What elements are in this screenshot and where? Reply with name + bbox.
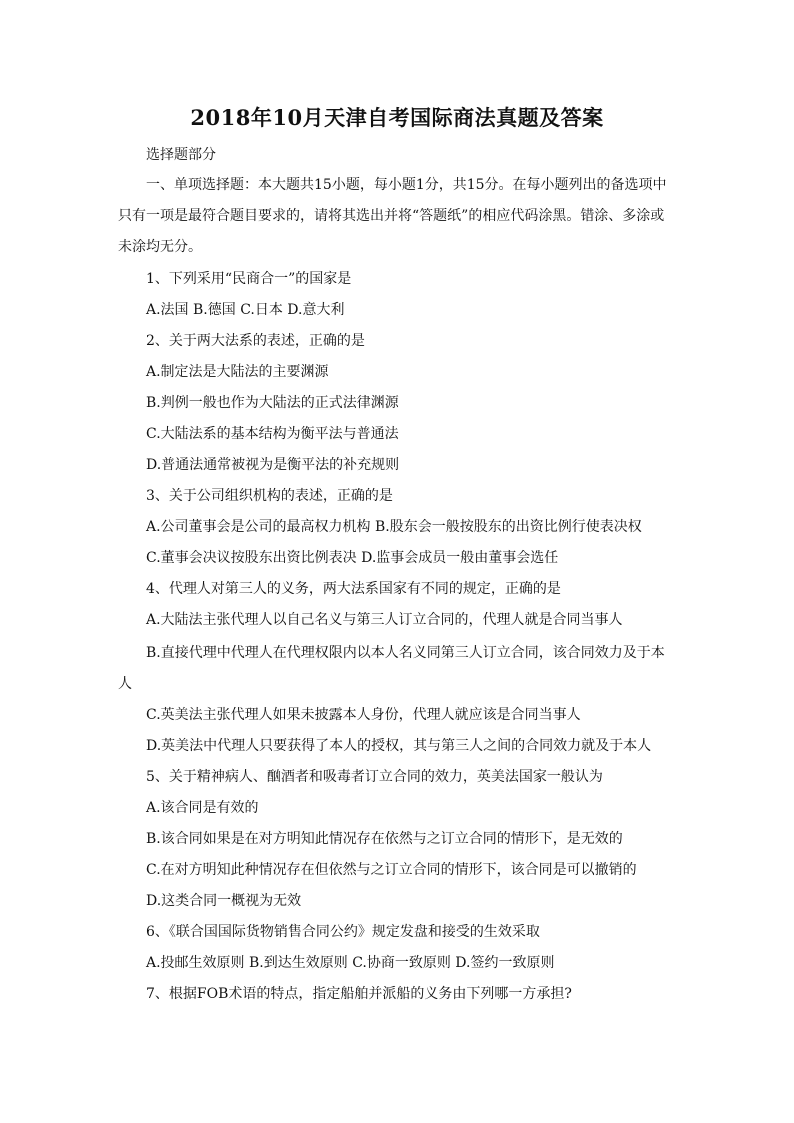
question-5-stem: 5、关于精神病人、酗酒者和吸毒者订立合同的效力，英美法国家一般认为 [146,769,603,785]
question-7-stem: 7、根据FOB术语的特点，指定船舶并派船的义务由下列哪一方承担? [146,986,572,1002]
question-4-option-b: B.直接代理中代理人在代理权限内以本人名义同第三人订立合同，该合同效力及于本 [146,645,665,661]
question-2-option-d: D.普通法通常被视为是衡平法的补充规则 [146,457,400,473]
question-3-options-ab: A.公司董事会是公司的最高权力机构 B.股东会一般按股东的出资比例行使表决权 [146,519,642,535]
question-6-options: A.投邮生效原则 B.到达生效原则 C.协商一致原则 D.签约一致原则 [146,955,555,971]
section-heading: 选择题部分 [146,147,216,163]
question-5-option-a: A.该合同是有效的 [146,800,259,816]
question-2-option-a: A.制定法是大陆法的主要渊源 [146,364,329,380]
document-title: 2018年10月天津自考国际商法真题及答案 [190,105,604,130]
question-4-option-b-continued: 人 [118,676,132,692]
question-1-options: A.法国 B.德国 C.日本 D.意大利 [146,302,345,318]
question-5-option-c: C.在对方明知此种情况存在但依然与之订立合同的情形下，该合同是可以撤销的 [146,862,637,878]
question-2-stem: 2、关于两大法系的表述，正确的是 [146,333,365,349]
question-3-stem: 3、关于公司组织机构的表述，正确的是 [146,488,393,504]
question-4-option-d: D.英美法中代理人只要获得了本人的授权，其与第三人之间的合同效力就及于本人 [146,738,652,754]
question-3-options-cd: C.董事会决议按股东出资比例表决 D.监事会成员一般由董事会选任 [146,550,559,566]
question-1-stem: 1、下列采用“民商合一”的国家是 [146,271,352,287]
question-6-stem: 6、《联合国国际货物销售合同公约》规定发盘和接受的生效采取 [146,924,540,940]
question-4-option-a: A.大陆法主张代理人以自己名义与第三人订立合同的，代理人就是合同当事人 [146,612,623,628]
instructions-paragraph: 一、单项选择题：本大题共15小题，每小题1分，共15分。在每小题列出的备选项中只有一项是最符合题目要求的，请将其选出并将“答题纸”的相应代码涂黑。错涂、多涂或未涂均无分。 [118,177,667,255]
question-2-option-c: C.大陆法系的基本结构为衡平法与普通法 [146,426,399,442]
question-5-option-d: D.这类合同一概视为无效 [146,893,302,909]
question-2-option-b: B.判例一般也作为大陆法的正式法律渊源 [146,395,399,411]
question-4-stem: 4、代理人对第三人的义务，两大法系国家有不同的规定，正确的是 [146,581,561,597]
question-4-option-c: C.英美法主张代理人如果未披露本人身份，代理人就应该是合同当事人 [146,707,581,723]
question-5-option-b: B.该合同如果是在对方明知此情况存在依然与之订立合同的情形下，是无效的 [146,831,623,847]
